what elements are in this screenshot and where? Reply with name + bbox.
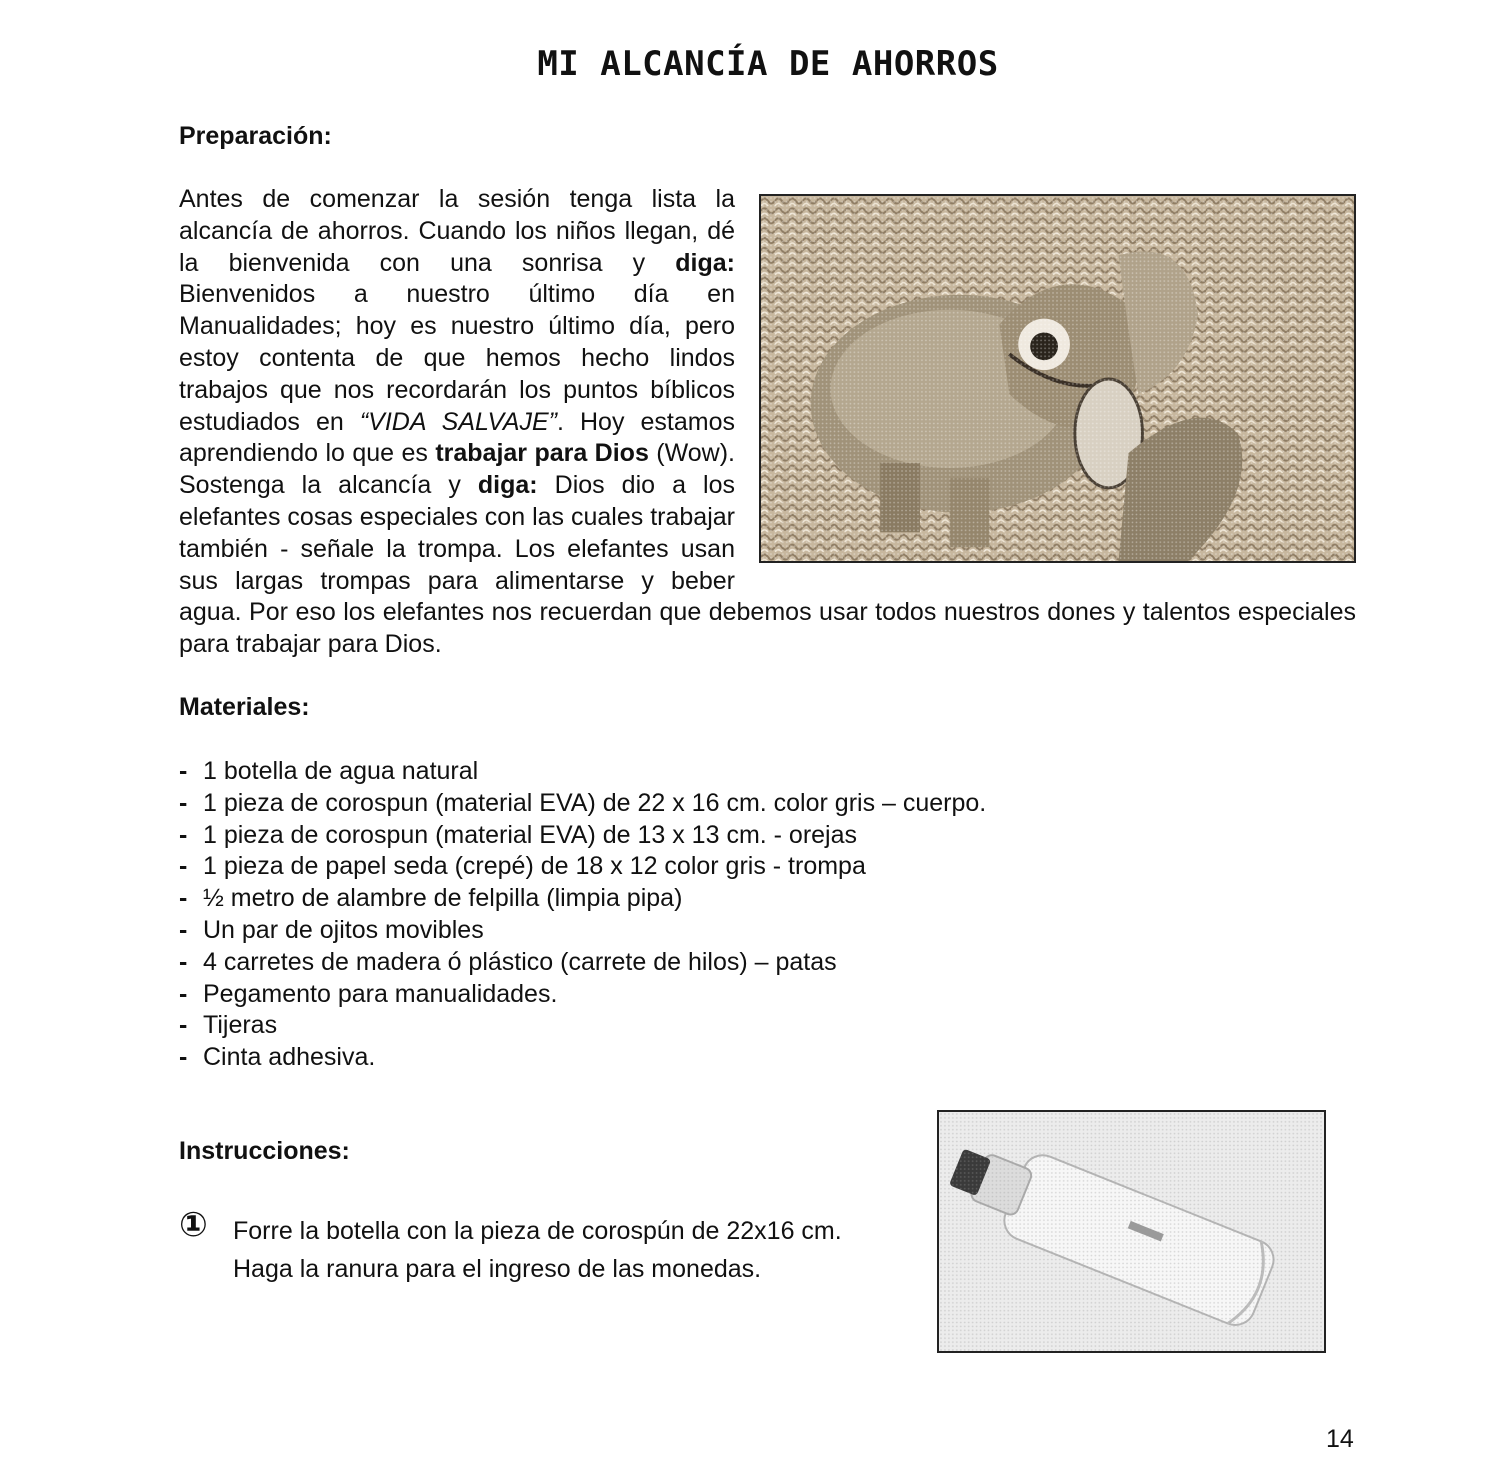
materiales-heading: Materiales:: [179, 693, 310, 721]
list-item: - Cinta adhesiva.: [179, 1043, 376, 1072]
covered-bottle-photo: [937, 1110, 1326, 1353]
step-line-2: Haga la ranura para el ingreso de las monedas.: [233, 1255, 762, 1283]
list-item: - 4 carretes de madera ó plástico (carrete de hilos) – patas: [179, 947, 837, 976]
preparacion-heading: Preparación:: [179, 122, 332, 150]
preparacion-paragraph: Antes de comenzar la sesión tenga lista la alcancía de ahorros. Cuando los niños llegan, dé la bienvenida con una sonrisa y diga: Bienvenidos a nuestro último día en Manualidades; hoy es nuestro último día, pero estoy contenta de que hemos hecho lindos trabajos que nos recordarán los puntos bíblicos estudiados en “VIDA SALVAJE”. Hoy estamos aprendiendo lo que es trabajar para Dios (Wow). Sostenga la alcancía y diga: Dios dio a los elefantes cosas especiales con las cuales trabajar también - señale la trompa. Los elefantes usan sus largas trompas para alimentarse y beber agua. Por eso los elefantes nos recuerdan que debemos usar todos nuestros dones y talentos especiales para trabajar para Dios.: [179, 185, 1356, 659]
list-item: - ½ metro de alambre de felpilla (limpia pipa): [179, 884, 683, 913]
elephant-bank-photo: [759, 194, 1356, 563]
step-number-icon: ①: [179, 1205, 208, 1245]
step-line-1: Forre la botella con la pieza de corospún de 22x16 cm.: [233, 1217, 842, 1245]
materials-list: [179, 756, 986, 1074]
list-item: - Pegamento para manualidades.: [179, 979, 558, 1008]
page-number: 14: [1326, 1425, 1354, 1453]
instruction-step-1: [179, 1206, 933, 1288]
list-item: - Tijeras: [179, 1011, 278, 1040]
list-item: - 1 pieza de papel seda (crepé) de 18 x 12 color gris - trompa: [179, 852, 866, 881]
list-item: - Un par de ojitos movibles: [179, 915, 484, 944]
list-item: - 1 pieza de corospun (material EVA) de 13 x 13 cm. - orejas: [179, 820, 858, 849]
page-title: MI ALCANCÍA DE AHORROS: [537, 44, 999, 84]
instrucciones-heading: Instrucciones:: [179, 1137, 350, 1165]
list-item: - 1 pieza de corospun (material EVA) de 22 x 16 cm. color gris – cuerpo.: [179, 788, 987, 817]
list-item: - 1 botella de agua natural: [179, 757, 479, 785]
